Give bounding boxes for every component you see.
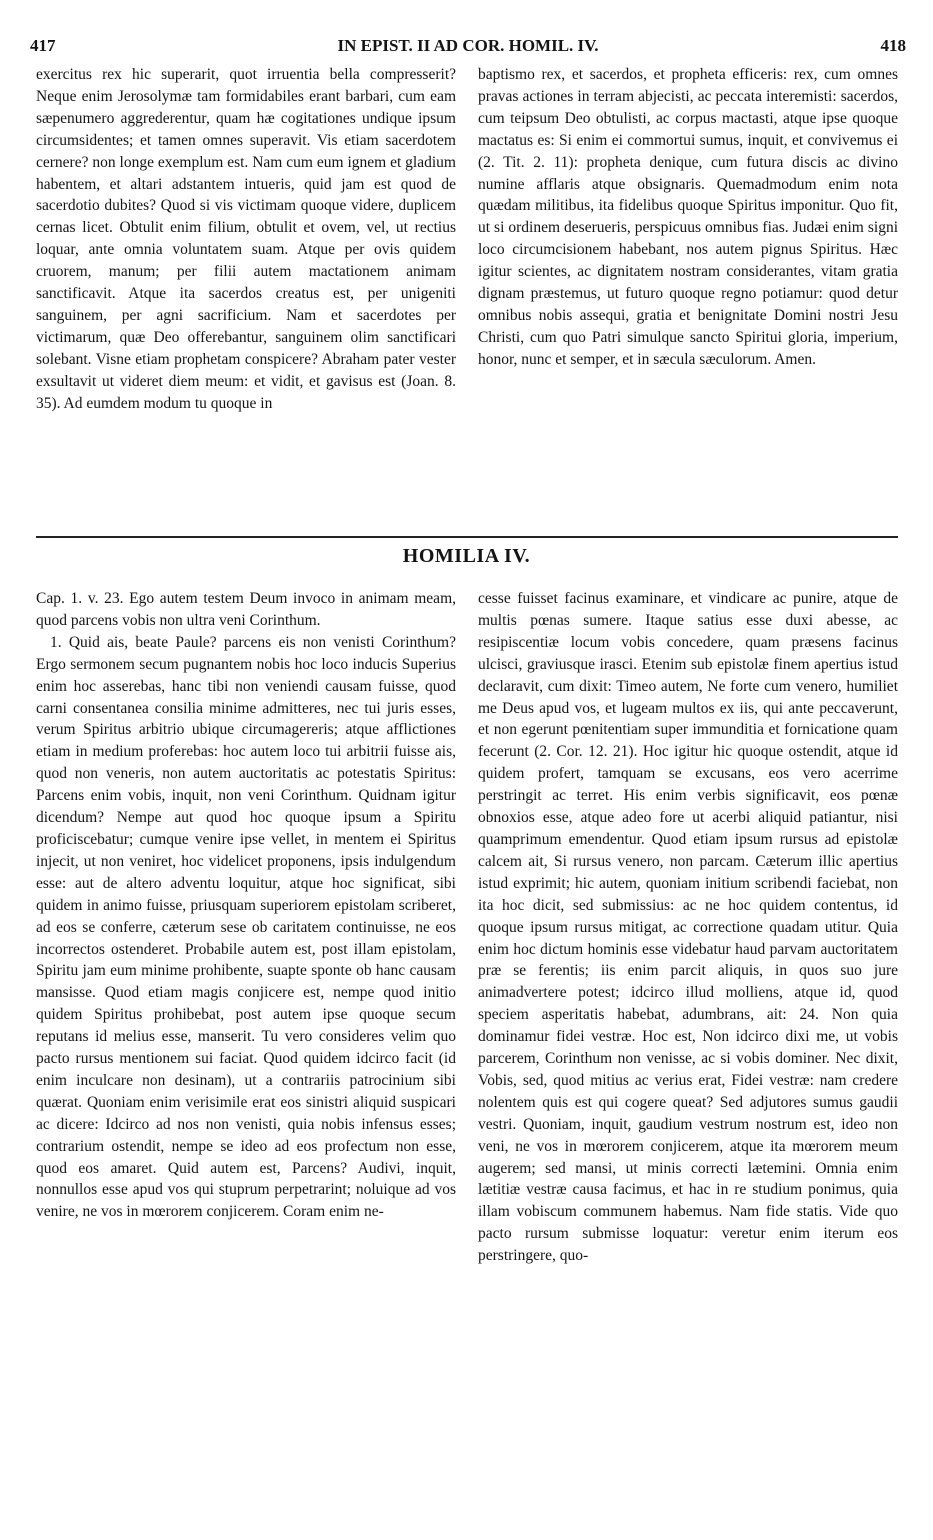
page-number-left: 417 [30, 36, 56, 55]
bottom-right-text: cesse fuisset facinus examinare, et vindicare ac punire, atque de multis pœnas sumere. Itaque satius esse duxi abesse, ac resipiscentiæ locum vobis concedere, quam præsens facinus ulcisci, graviusque irasci. Etenim sub epistolæ finem apertius istud declaravit, cum dixit: Timeo autem, Ne forte cum venero, humiliet me Deus apud vos, et lugeam multos ex iis, qui ante peccaverunt, et non egerunt pœnitentiam super immunditia et fornicatione quam fecerunt (2. Cor. 12. 21). Hoc igitur hic quoque ostendit, atque id quidem profert, tamquam se excusans, eos vero acerrime perstringit ac terret. His enim verbis significavit, eos pœnæ obnoxios esse, atque adeo fore ut acerbi aliquid patiantur, nisi quamprimum emendentur. Quod etiam ipsum rursus ad epistolæ calcem ait, Si rursus venero, non parcam. Cæterum illic apertius istud exprimit; hic autem, quoniam initium scribendi faciebat, non ita hoc dicit, sed submissius: ac ne hoc quidem contentus, id quoque ipsum rursus mitigat, ac correctione quadam utitur. Quia enim hoc dictum hominis esse videbatur haud parvam auctoritatem præ se ferentis; iis enim parcit aliquis, in quos suo jure animadvertere potest; idcirco illud molliens, atque id, quod speciem asperitatis habebat, adumbrans, ait: 24. Non quia dominamur fidei vestræ. Hoc est, Non idcirco dixi me, ut vobis parcerem, Corinthum non venisse, ac si vobis dominer. Nec dixit, Vobis, sed, quod mitius ac verius erat, Fidei vestræ: nam credere nolentem quis est qui cogere queat? Sed adjutores sumus gaudii vestri. Quoniam, inquit, gaudium vestrum nostrum est, ideo non veni, ne vos in mœrorem conjicerem, atque ita mœrorem meum augerem; sed mansi, ut minis correcti lætemini. Omnia enim lætitiæ vestræ causa facimus, et hac in re studium ponimus, quia illam vobiscum communem habemus. Nam fide statis. Vide quo pacto rursum submisse loquatur: veretur enim iterum eos perstringere, quo- [478, 590, 898, 1265]
top-right-text: baptismo rex, et sacerdos, et propheta efficeris: rex, cum omnes pravas actiones in terram abjecisti, ac peccata interemisti: sacerdos, cum teipsum Deo obtulisti, ac corpus mactasti, atque ipse quoque mactatus es: Si enim ei commortui sumus, inquit, et convivemus ei (2. Tit. 2. 11): propheta denique, cum futura discis ac divino numine afflaris atque obsignaris. Quemadmodum enim nota quædam militibus, ita fidelibus quoque Spiritus imponitur. Quo fit, ut si ordinem deserueris, perspicuus omnibus fias. Judæi enim signi loco circumcisionem habebant, nos autem pignus Spiritus. Hæc igitur scientes, ac dignitatem nostram considerantes, vitam gratia dignam præstemus, ut futuro quoque regno potiamur: quod detur omnibus nobis assequi, gratia et benignitate Domini nostri Jesu Christi, cum quo Patri simulque sancto Spiritui gloria, imperium, honor, nunc et semper, et in sæcula sæculorum. Amen. [478, 66, 898, 368]
top-left-column [36, 64, 456, 415]
running-header [30, 36, 906, 60]
top-right-column [478, 64, 898, 371]
section-divider [36, 536, 898, 538]
page-number-right: 418 [880, 36, 906, 55]
bottom-left-text: 1. Quid ais, beate Paule? parcens eis non venisti Corinthum? Ergo sermonem secum pugnantem nobis hoc loco inducis Superius enim hoc asserebas, hanc tibi non veniendi causam fuisse, quod carni consentanea consilia minime admitteres, nec tui juris esses, verum Spiritus arbitrio ubique circumagereris; atque afflictiones etiam in medium proferebas: hoc autem loco tui arbitrii fuisse ais, quod non veneris, non autem auctoritatis ac potestatis Spiritus: Parcens enim vobis, inquit, non veni Corinthum. Quidnam igitur dicendum? Nempe aut quod hoc quoque ipsum a Spiritu proficiscebatur; cumque venire ipse vellet, in mentem ei Spiritus injecit, ut non veniret, hoc videlicet proponens, ipsis indulgendum esse: aut de altero adventu loquitur, atque hoc significat, sibi quidem in animo fuisse, priusquam superiorem epistolam scriberet, ad eos se conferre, cæterum sese ob caritatem continuisse, ne eos incorrectos ostenderet. Probabile autem est, post illam epistolam, Spiritu jam eum minime prohibente, suapte sponte ob hanc causam mansisse. Quod etiam magis conjicere est, nempe quod initio quidem Spiritus prohibebat, post autem ipse quoque secum reputans id melius esse, manserit. Tu vero consideres velim quo pacto rursus mentionem sui faciat. Quod quidem idcirco facit (id enim inculcare non desinam), ut a contrariis patrocinium sibi quærat. Quoniam enim verisimile erat eos sinistri aliquid suspicari ac dicere: Idcirco ad nos non venisti, quia nobis infensus esses; contrarium ostendit, nempe se ideo ad eos profectum non esse, quod eos amaret. Quid autem est, Parcens? Audivi, inquit, nonnullos esse apud vos qui stuprum perpetrarint; noluique ad vos venire, ne vos in mœrorem conjicerem. Coram enim ne- [36, 633, 456, 1221]
homily-title: HOMILIA IV. [402, 545, 531, 567]
scripture-lemma: Cap. 1. v. 23. Ego autem testem Deum invoco in animam meam, quod parcens vobis non ultra veni Corinthum. [36, 590, 456, 629]
bottom-left-column [36, 588, 456, 1223]
top-left-text: exercitus rex hic superarit, quot irruentia bella compresserit? Neque enim Jerosolymæ tam formidabiles erant barbari, cum eam sæpenumero aggrederentur, quam hæ cogitationes undique ipsum circumsidentes; et tamen omnes superavit. Vis etiam sacerdotem cernere? non longe exemplum est. Nam cum eum ignem et gladium habentem, et altari adstantem intueris, quid jam est quod de sacerdotio dubites? Quod si vis victimam quoque videre, duplicem cernas licet. Obtulit enim filium, obtulit et ovem, vel, ut rectius loquar, ante omnia voluntatem suam. Atque per ovis quidem cruorem, manum; per filii autem mactationem animam sanctificavit. Atque ita sacerdos creatus est, per unigeniti sanguinem, per agni sacrificium. Nam et sacerdotes per victimarum, quæ Deo offerebantur, sanguinem olim sanctificari solebant. Visne etiam prophetam conspicere? Abraham pater vester exsultavit ut videret diem meum: et vidit, et gavisus est (Joan. 8. 35). Ad eumdem modum tu quoque in [36, 66, 456, 412]
bottom-right-column [478, 588, 898, 1267]
running-title: IN EPIST. II AD COR. HOMIL. IV. [337, 36, 599, 55]
